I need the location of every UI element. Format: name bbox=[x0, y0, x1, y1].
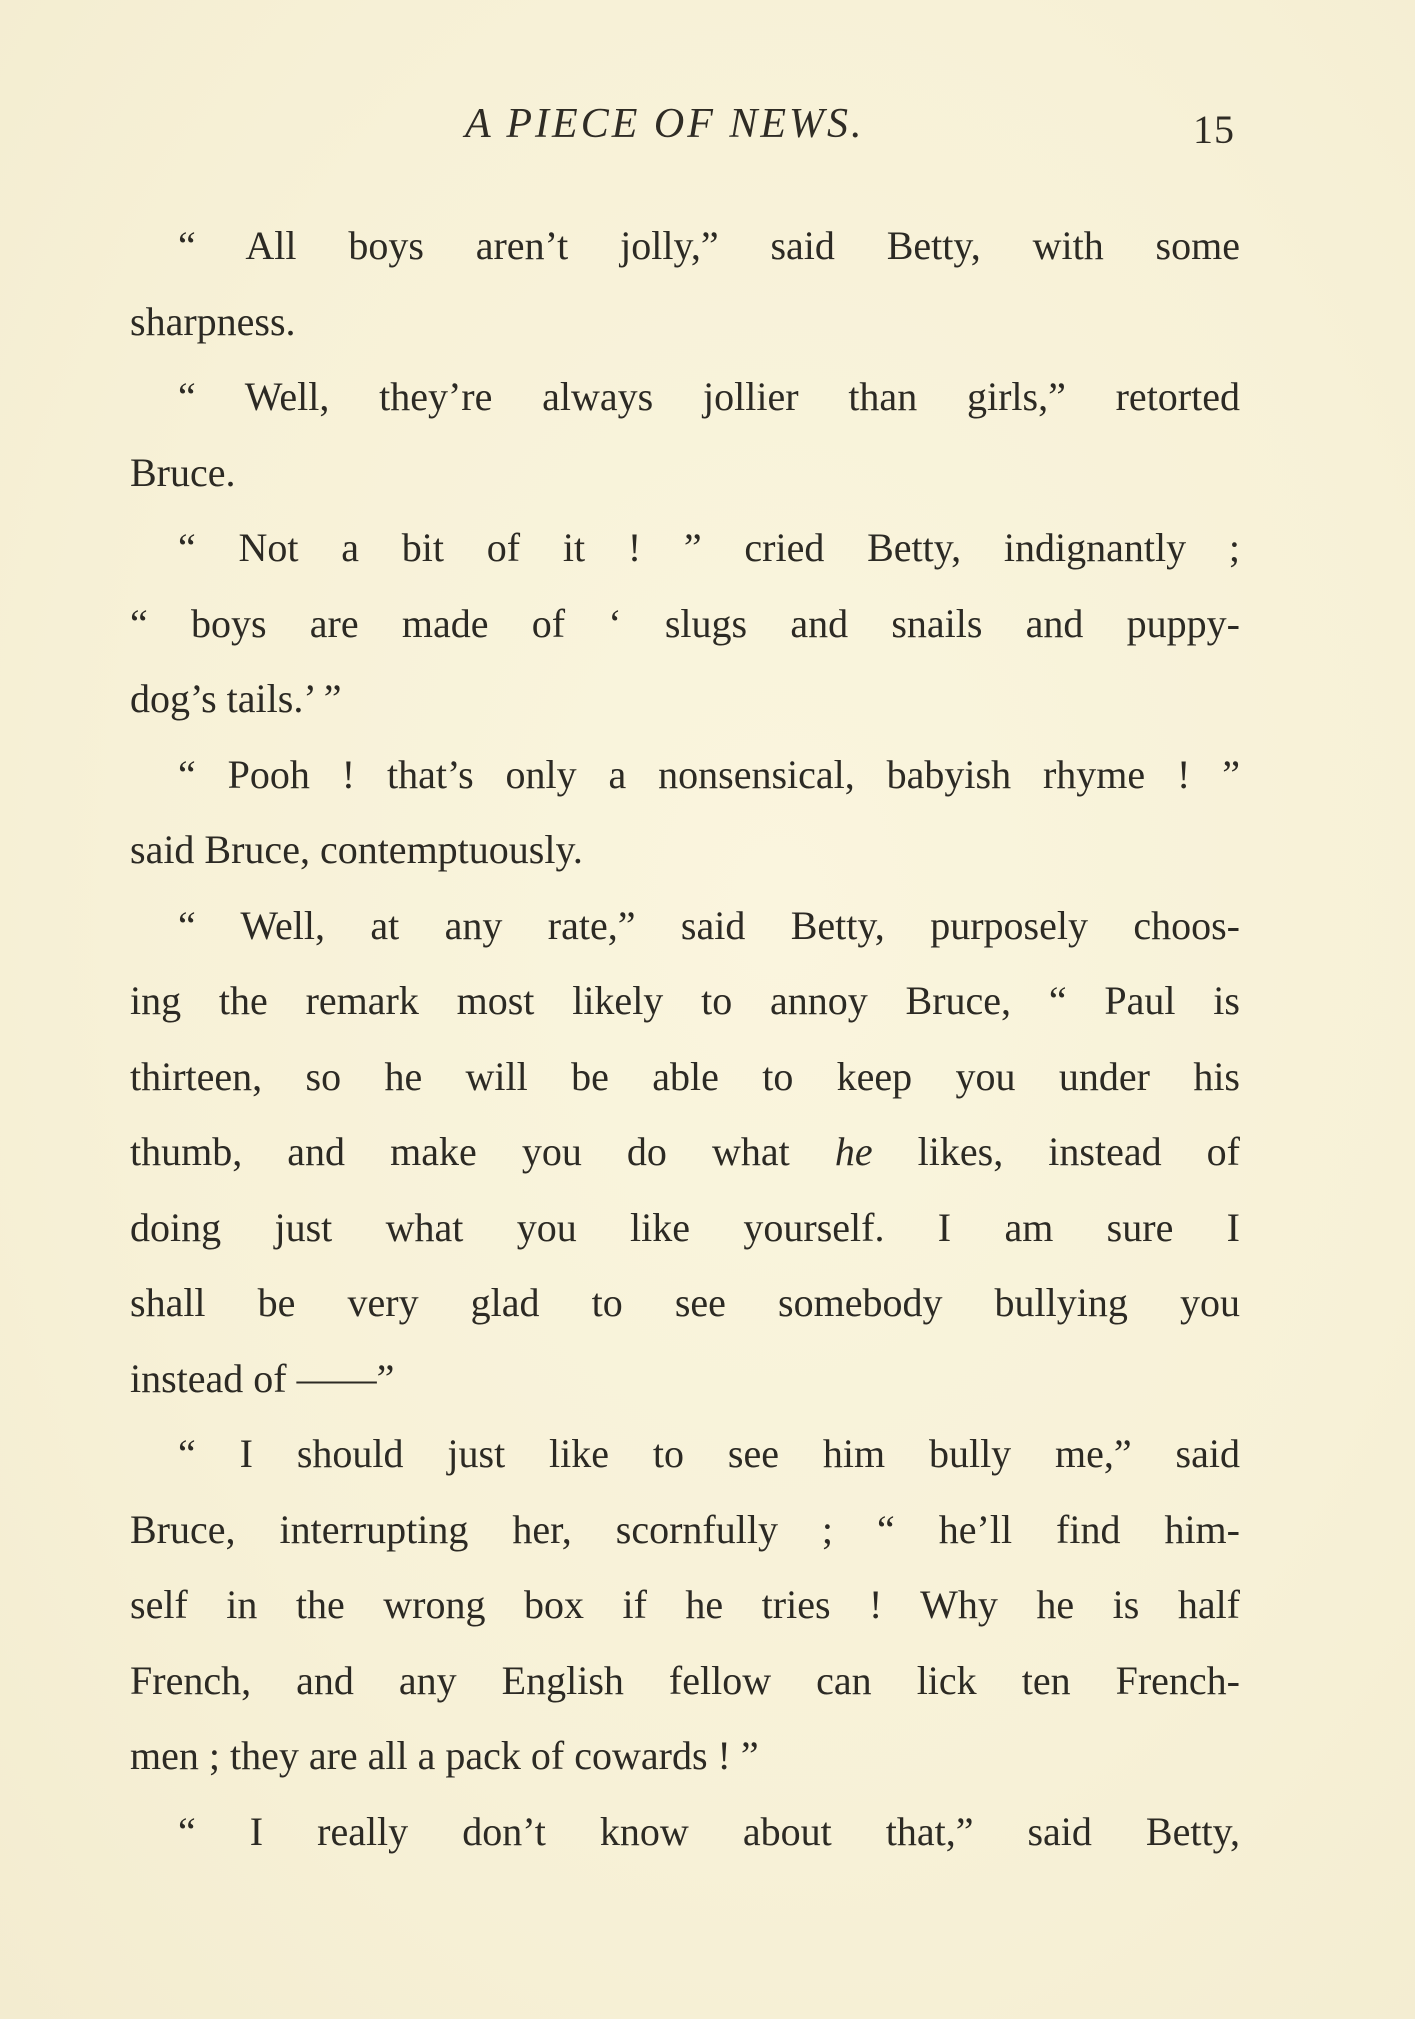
italic-emphasis: he bbox=[834, 1129, 873, 1174]
text-line: “ Not a bit of it ! ” cried Betty, indignantly ; bbox=[178, 525, 1240, 570]
text-line: shall be very glad to see somebody bullying you bbox=[130, 1280, 1240, 1325]
text-line-with-italic bbox=[130, 1121, 1240, 1197]
text-line: “ Well, they’re always jollier than girls,” retorted bbox=[178, 374, 1240, 419]
text-line: said Bruce, contemptuously. bbox=[130, 827, 583, 872]
text-line: “ I really don’t know about that,” said Betty, bbox=[178, 1808, 1240, 1854]
text-line: doing just what you like yourself. I am sure I bbox=[130, 1204, 1240, 1250]
body-text bbox=[130, 215, 1240, 1876]
text-line: “ Pooh ! that’s only a nonsensical, babyish rhyme ! ” bbox=[178, 751, 1240, 797]
text-line: sharpness. bbox=[130, 298, 296, 344]
text-line: self in the wrong box if he tries ! Why he is half bbox=[130, 1582, 1240, 1627]
text-segment: likes, instead of bbox=[917, 1129, 1240, 1174]
text-line: “ I should just like to see him bully me,” said bbox=[178, 1431, 1240, 1476]
running-head bbox=[130, 100, 1235, 160]
text-line: dog’s tails.’ ” bbox=[130, 676, 342, 721]
page-number: 15 bbox=[1193, 107, 1235, 152]
text-line: thirteen, so he will be able to keep you under his bbox=[130, 1053, 1240, 1099]
text-line: Bruce, interrupting her, scornfully ; “ he’ll find him- bbox=[130, 1506, 1240, 1552]
text-line: instead of ——” bbox=[130, 1355, 395, 1401]
text-line: “ boys are made of ‘ slugs and snails and puppy- bbox=[130, 600, 1240, 646]
text-line: French, and any English fellow can lick ten French- bbox=[130, 1657, 1240, 1703]
text-line: ing the remark most likely to annoy Bruce, “ Paul is bbox=[130, 978, 1240, 1023]
text-line: Bruce. bbox=[130, 449, 236, 495]
text-line: “ All boys aren’t jolly,” said Betty, with some bbox=[178, 223, 1240, 268]
running-title: A PIECE OF NEWS. bbox=[465, 101, 865, 147]
text-line: men ; they are all a pack of cowards ! ” bbox=[130, 1733, 759, 1778]
text-line: “ Well, at any rate,” said Betty, purposely choos- bbox=[178, 902, 1240, 948]
text-segment: thumb, and make you do what bbox=[130, 1129, 790, 1174]
